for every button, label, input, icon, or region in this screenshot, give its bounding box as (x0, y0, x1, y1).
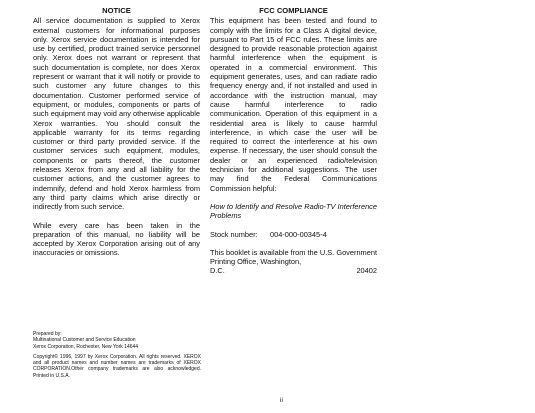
fcc-paragraph: This equipment has been tested and found to comply with the limits for a Class A digital device, pursuant to Part 15 of FCC rules. These limits are designed to provide reasonable protection against harmful interference when the equipment is operated in a commercial environment. This equipment generates, uses, and can radiate radio frequency energy and, if not installed and used in accordance with the instruction manual, may cause harmful interference to radio communication. Operation of this equipment in a residential area is likely to cause harmful interference, in which case the user will be required to correct the interference at his own expense. If necessary, the user should consult the dealer or an experienced radio/television technician for additional suggestions. The user may find the Federal Communications Commission helpful: (210, 16, 377, 193)
copyright-notice: Copyright© 1996, 1997 by Xerox Corporation. All rights reserved. XEROX and all product names and number names are trademarks of XEROX CORPORATION.Other company trademarks are also acknowledged. Printed in U.S.A. (33, 353, 201, 379)
notice-section (33, 6, 200, 258)
city-code: D.C. (210, 266, 225, 276)
fcc-section (210, 6, 377, 276)
zip-code: 20402 (356, 266, 377, 276)
notice-heading: NOTICE (102, 6, 131, 15)
prepared-by-org: Multinational Customer and Service Education (33, 337, 136, 344)
notice-paragraph-2: While every care has been taken in the preparation of this manual, no liability will be accepted by Xerox Corporation arising out of any inaccuracies or omissions. (33, 220, 200, 258)
booklet-availability: This booklet is available from the U.S. Government Printing Office, Washington, (210, 247, 377, 267)
credits-block (33, 331, 201, 379)
fcc-heading: FCC COMPLIANCE (259, 6, 328, 15)
stock-number-line (210, 230, 377, 239)
stock-number-label: Stock number: (210, 229, 258, 239)
prepared-by: Prepared by: (33, 331, 62, 337)
booklet-address-line (210, 266, 377, 275)
prepared-by-address: Xerox Corporation, Rochester, New York 14644 (33, 343, 139, 350)
booklet-title: How to Identify and Resolve Radio-TV Interference Problems (210, 201, 377, 221)
page-number: ii (280, 397, 283, 404)
stock-number-value: 004-000-00345-4 (270, 229, 327, 239)
notice-paragraph-1: All service documentation is supplied to Xerox external customers for informational purposes only. Xerox service documentation is intended for use by certified, product trained service personnel only. Xerox does not warrant or represent that such documentation is complete, nor does Xerox represent or warrant that it will notify or provide to such customer any future changes to this documentation. Customer performed service of equipment, or modules, components or parts of such equipment may void any otherwise applicable Xerox warranties. You should consult the applicable warranty for its terms regarding customer or third party provided service. If the customer services such equipment, modules, components or parts thereof, the customer releases Xerox from any and all liability for the customer actions, and the customer agrees to indemnify, defend and hold Xerox harmless from any third party claims which arise directly or indirectly from such service. (33, 16, 200, 212)
